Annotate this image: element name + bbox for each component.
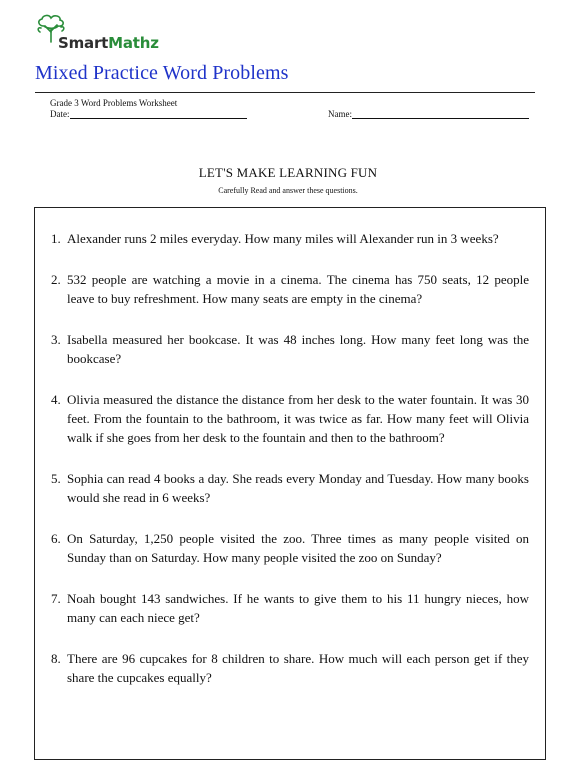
question-number: 6. — [51, 531, 61, 546]
question-text: There are 96 cupcakes for 8 children to share. How much will each person get if they share the cupcakes equally? — [67, 651, 529, 685]
questions-box — [34, 207, 546, 760]
question-text: Noah bought 143 sandwiches. If he wants to give them to his 11 hungry nieces, how many can each niece get? — [67, 591, 529, 625]
question-item — [51, 469, 529, 507]
question-item — [51, 649, 529, 687]
name-blank[interactable] — [352, 109, 529, 119]
date-label: Date: — [50, 109, 70, 119]
question-text: On Saturday, 1,250 people visited the zoo. Three times as many people visited on Sunday than on Saturday. How many people visited the zoo on Sunday? — [67, 531, 529, 565]
worksheet-title: Mixed Practice Word Problems — [35, 62, 289, 84]
smartmathz-logo — [34, 14, 174, 58]
question-list — [51, 229, 529, 709]
question-item — [51, 529, 529, 567]
brand-name — [58, 34, 159, 52]
question-number: 1. — [51, 231, 61, 246]
banner-instruction: Carefully Read and answer these questions. — [218, 186, 358, 195]
brand-name-part2: Mathz — [108, 34, 159, 52]
banner-heading: LET'S MAKE LEARNING FUN — [198, 165, 378, 180]
question-text: Olivia measured the distance the distance from her desk to the water fountain. It was 30 feet. From the fountain to the bathroom, it was twice as far. How many feet will Olivia walk if she goes from her desk to the fountain and then to the bathroom? — [67, 392, 529, 445]
date-blank[interactable] — [70, 109, 247, 119]
question-item — [51, 229, 529, 248]
question-number: 3. — [51, 332, 61, 347]
question-item — [51, 330, 529, 368]
question-item — [51, 589, 529, 627]
date-field[interactable] — [50, 109, 247, 119]
question-number: 8. — [51, 651, 61, 666]
title-divider — [35, 92, 535, 93]
question-text: Isabella measured her bookcase. It was 48 inches long. How many feet long was the bookcase? — [67, 332, 529, 366]
question-text: Sophia can read 4 books a day. She reads every Monday and Tuesday. How many books would she read in 6 weeks? — [67, 471, 529, 505]
name-field[interactable] — [328, 109, 529, 119]
brand-name-part1: Smart — [58, 34, 109, 52]
question-item — [51, 270, 529, 308]
name-label: Name: — [328, 109, 352, 119]
question-item — [51, 390, 529, 447]
question-text: Alexander runs 2 miles everyday. How many miles will Alexander run in 3 weeks? — [67, 231, 499, 246]
question-text: 532 people are watching a movie in a cinema. The cinema has 750 seats, 12 people leave to buy refreshment. How many seats are empty in the cinema? — [67, 272, 529, 306]
question-number: 7. — [51, 591, 61, 606]
question-number: 4. — [51, 392, 61, 407]
worksheet-subtitle: Grade 3 Word Problems Worksheet — [50, 98, 178, 108]
question-number: 2. — [51, 272, 61, 287]
question-number: 5. — [51, 471, 61, 486]
